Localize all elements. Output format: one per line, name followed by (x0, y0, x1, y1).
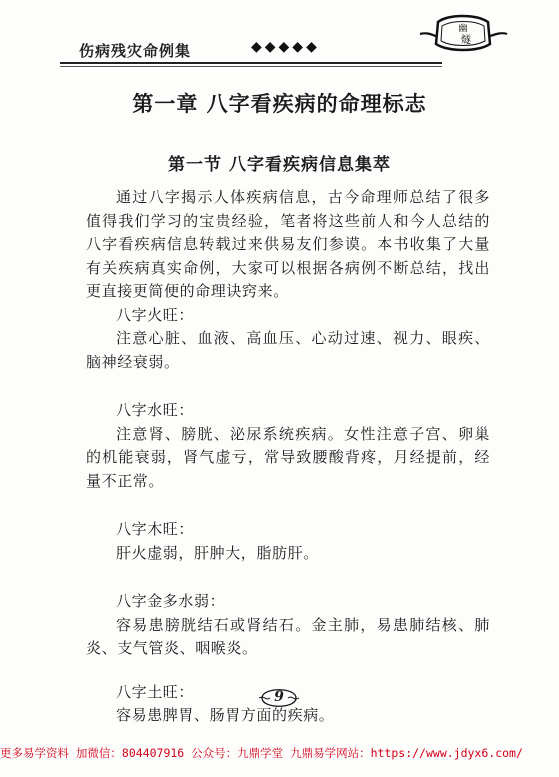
entry-wood (86, 518, 490, 565)
spacer (86, 374, 490, 399)
footer-banner: 更多易学资料 加微信：804407916 公众号：九鼎学堂 九鼎易学网站：https://www.jdyx6.com/ (0, 746, 523, 760)
spacer (86, 493, 490, 518)
header-logo-emblem (418, 12, 508, 54)
entry-heading: 八字土旺： (116, 682, 195, 701)
header-rule (60, 62, 442, 67)
spacer (86, 565, 490, 590)
entry-description: 注意心脏、血液、高血压、心动过速、视力、眼疾、脑神经衰弱。 (86, 329, 490, 371)
body-text (86, 186, 490, 728)
entry-heading: 八字火旺： (116, 305, 195, 324)
spacer (86, 661, 490, 681)
section-title: 第一节 八字看疾病信息集萃 (168, 155, 391, 175)
logo-text-bottom: 燧 (461, 35, 471, 46)
entry-heading: 八字金多水弱： (116, 592, 226, 610)
entry-description: 容易患膀胱结石或肾结石。金主肺，易患肺结核、肺炎、支气管炎、咽喉炎。 (86, 615, 490, 657)
entry-description: 容易患脾胃、肠胃方面的疾病。 (116, 706, 335, 724)
intro-paragraph: 通过八字揭示人体疾病信息，古今命理师总结了很多值得我们学习的宝贵经验，笔者将这些前人和今人总结的八字看疾病信息转载过来供易友们参谟。本书收集了大量有关疾病真实命例，大家可以根据各病例不断总结，找出更直接更简便的命理诀窍来。 (86, 188, 490, 300)
page-number-badge (258, 683, 300, 713)
logo-text-top: 幽 (458, 24, 468, 34)
page-number: 9 (274, 689, 284, 705)
entry-heading: 八字水旺： (116, 401, 195, 419)
header-ornament: ◆◆◆◆◆ (251, 39, 320, 55)
entry-description: 肝火虚弱，肝肿大，脂肪肝。 (116, 543, 319, 562)
entry-heading: 八字木旺： (116, 520, 195, 538)
chapter-title: 第一章 八字看疾病的命理标志 (132, 91, 427, 116)
entry-metal (86, 590, 490, 661)
entry-fire (86, 304, 490, 375)
running-header-title: 伤病残灾命例集 (79, 42, 192, 60)
entry-water (86, 399, 490, 493)
entry-description: 注意肾、膀胱、泌尿系统疾病。女性注意子宫、卵巢的机能衰弱，肾气虚亏，常导致腰酸背疼，月经提前，经量不正常。 (86, 424, 490, 490)
